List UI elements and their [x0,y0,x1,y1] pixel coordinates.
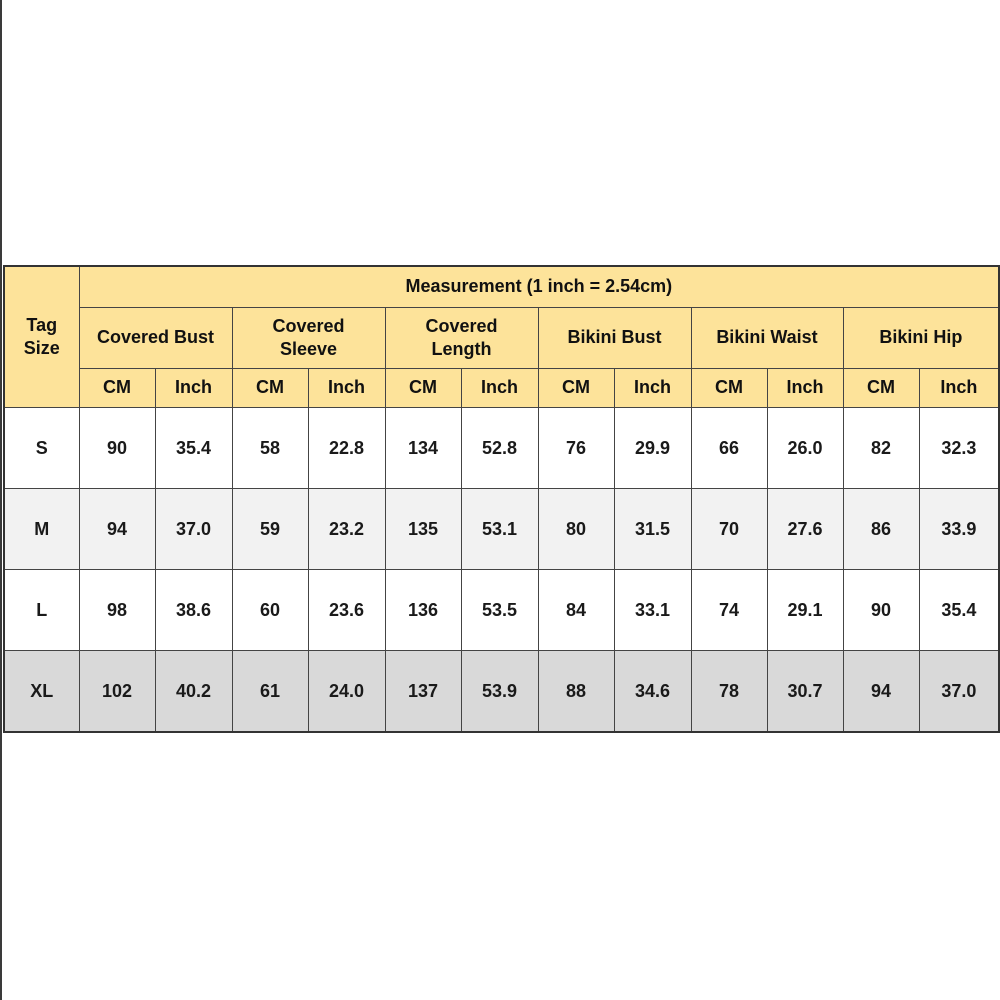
value-cell: 102 [79,651,155,733]
table-body [4,408,999,733]
value-cell: 58 [232,408,308,489]
group-header-bikini-waist [691,308,843,369]
value-cell: 29.1 [767,570,843,651]
value-cell: 94 [843,651,919,733]
value-cell: 94 [79,489,155,570]
left-border-line [0,0,2,1000]
group-header-bikini-hip [843,308,999,369]
value-cell: 34.6 [614,651,691,733]
value-cell: 24.0 [308,651,385,733]
value-cell: 33.9 [919,489,999,570]
value-cell: 37.0 [155,489,232,570]
size-chart-table [3,265,1000,733]
value-cell: 37.0 [919,651,999,733]
value-cell: 74 [691,570,767,651]
group-label: Bikini Waist [716,327,818,348]
unit-inch-header: Inch [308,369,385,408]
unit-inch-header: Inch [767,369,843,408]
value-cell: 33.1 [614,570,691,651]
value-cell: 90 [79,408,155,489]
value-cell: 76 [538,408,614,489]
table-row-s [4,408,999,489]
unit-cm-header: CM [385,369,461,408]
value-cell: 134 [385,408,461,489]
value-cell: 22.8 [308,408,385,489]
value-cell: 52.8 [461,408,538,489]
value-cell: 90 [843,570,919,651]
value-cell: 136 [385,570,461,651]
tag-size-line2: Size [23,338,60,358]
value-cell: 32.3 [919,408,999,489]
value-cell: 66 [691,408,767,489]
value-cell: 84 [538,570,614,651]
value-cell: 88 [538,651,614,733]
value-cell: 23.2 [308,489,385,570]
value-cell: 86 [843,489,919,570]
unit-cm-header: CM [79,369,155,408]
value-cell: 27.6 [767,489,843,570]
size-cell: XL [4,651,79,733]
value-cell: 35.4 [155,408,232,489]
value-cell: 82 [843,408,919,489]
unit-inch-header: Inch [614,369,691,408]
group-header-covered-bust [79,308,232,369]
size-cell: M [4,489,79,570]
group-header-covered-sleeve [232,308,385,369]
group-label: Bikini Bust [567,327,662,348]
value-cell: 70 [691,489,767,570]
value-cell: 30.7 [767,651,843,733]
value-cell: 40.2 [155,651,232,733]
value-cell: 29.9 [614,408,691,489]
measurement-title: Measurement (1 inch = 2.54cm) [79,266,999,308]
value-cell: 53.5 [461,570,538,651]
table-header [4,266,999,408]
value-cell: 80 [538,489,614,570]
group-label: Bikini Hip [879,327,963,348]
unit-inch-header: Inch [461,369,538,408]
value-cell: 59 [232,489,308,570]
value-cell: 135 [385,489,461,570]
tag-size-line1: Tag [26,314,58,335]
value-cell: 35.4 [919,570,999,651]
group-label-line1: Covered [425,315,498,336]
unit-cm-header: CM [232,369,308,408]
value-cell: 23.6 [308,570,385,651]
value-cell: 38.6 [155,570,232,651]
value-cell: 31.5 [614,489,691,570]
unit-inch-header: Inch [919,369,999,408]
value-cell: 78 [691,651,767,733]
value-cell: 61 [232,651,308,733]
tag-size-header [4,266,79,408]
value-cell: 98 [79,570,155,651]
value-cell: 60 [232,570,308,651]
unit-cm-header: CM [691,369,767,408]
group-label: Covered Bust [96,327,215,348]
table-row-m [4,489,999,570]
unit-cm-header: CM [538,369,614,408]
value-cell: 26.0 [767,408,843,489]
value-cell: 53.9 [461,651,538,733]
unit-inch-header: Inch [155,369,232,408]
group-label-line2: Sleeve [279,339,338,359]
value-cell: 137 [385,651,461,733]
group-header-covered-length [385,308,538,369]
table-row-l [4,570,999,651]
group-header-bikini-bust [538,308,691,369]
table-row-xl [4,651,999,733]
group-label-line2: Length [431,339,492,359]
value-cell: 53.1 [461,489,538,570]
unit-cm-header: CM [843,369,919,408]
size-cell: S [4,408,79,489]
size-cell: L [4,570,79,651]
group-label-line1: Covered [272,315,345,336]
